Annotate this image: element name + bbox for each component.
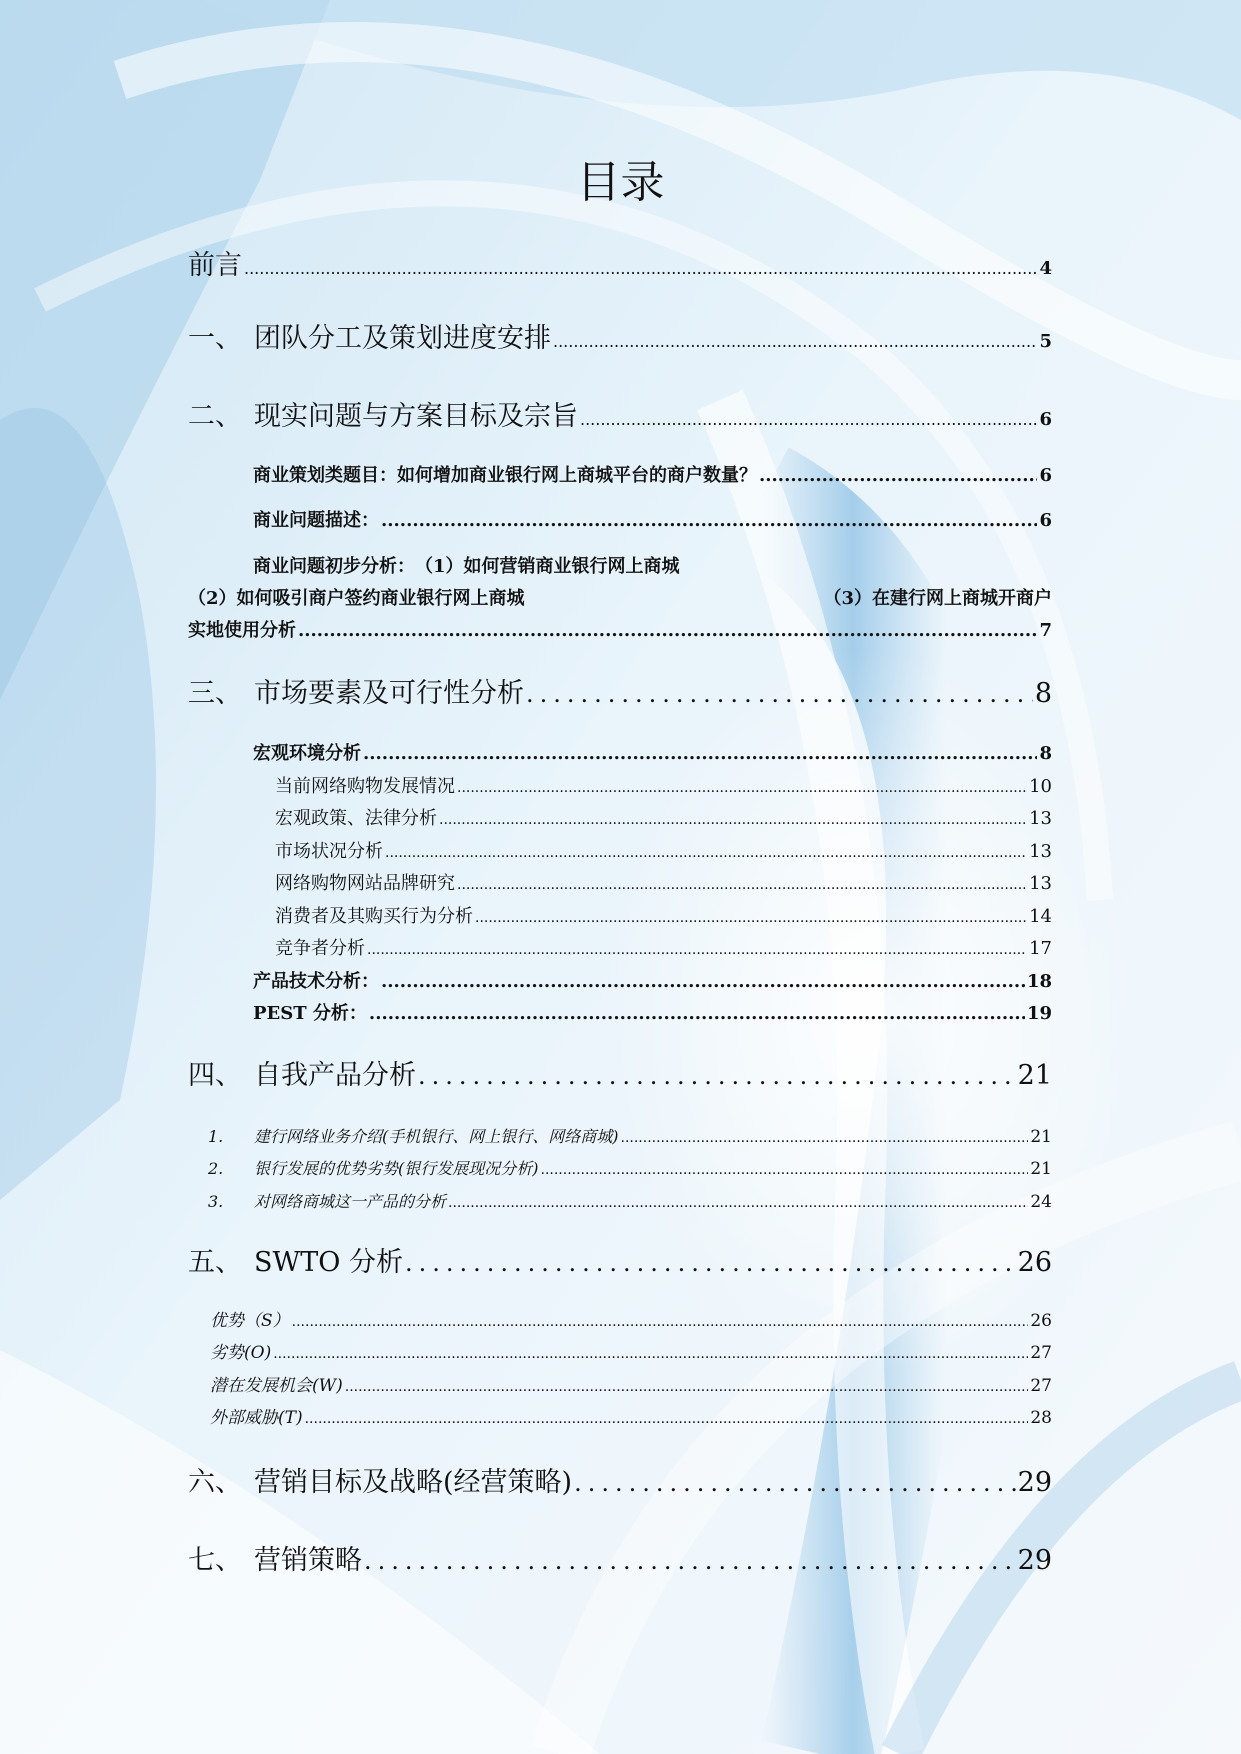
toc-entry-label: 营销目标及战略(经营策略)	[254, 1467, 573, 1498]
dot-leader	[580, 400, 1037, 437]
dot-leader	[526, 674, 1033, 714]
dot-leader	[541, 1155, 1029, 1184]
dot-leader	[273, 1339, 1028, 1368]
toc-entry-label: 产品技术分析：	[253, 971, 379, 992]
toc-page-number: 6	[1039, 409, 1052, 430]
toc-entry-label: SWTO 分析	[254, 1247, 403, 1278]
toc-entry-label: 实地使用分析	[188, 620, 296, 641]
toc-entry-analysis[interactable]	[188, 616, 1052, 646]
chapter-number: 四、	[188, 1060, 242, 1091]
toc-page-number: 24	[1030, 1192, 1052, 1212]
dot-leader	[439, 805, 1027, 834]
toc-entry-label: 银行发展的优势劣势(银行发展现况分析)	[254, 1159, 539, 1178]
dot-leader	[475, 903, 1027, 932]
dot-leader	[292, 1307, 1029, 1336]
toc-entry-label: 营销策略	[254, 1545, 362, 1576]
chapter-number: 一、	[188, 323, 242, 354]
toc-entry-chapter-4[interactable]	[188, 1056, 1052, 1096]
dot-leader	[305, 1404, 1029, 1433]
toc-entry-label: 现实问题与方案目标及宗旨	[254, 401, 578, 432]
toc-entry-chapter-3[interactable]	[188, 674, 1052, 714]
dot-leader	[621, 1123, 1029, 1152]
dot-leader	[369, 999, 1025, 1029]
toc-entry[interactable]	[253, 967, 1052, 997]
toc-entry-label: 劣势(O)	[210, 1343, 272, 1363]
dot-leader	[364, 1541, 1016, 1581]
toc-entry-label: 宏观环境分析	[253, 743, 361, 764]
dot-leader	[457, 870, 1027, 899]
toc-entry-preface[interactable]	[188, 246, 1052, 286]
toc-entry[interactable]	[210, 1371, 1052, 1401]
toc-page-number: 14	[1029, 906, 1052, 927]
toc-page-number: 6	[1039, 465, 1052, 486]
toc-entry-label: 前言	[188, 250, 242, 281]
dot-leader	[405, 1243, 1016, 1283]
toc-entry-label: 商业问题描述：	[253, 510, 379, 531]
toc-entry-chapter-5[interactable]	[188, 1243, 1052, 1283]
chapter-number: 六、	[188, 1467, 242, 1498]
toc-entry-label: 市场要素及可行性分析	[254, 678, 524, 709]
toc-entry-label: 网络购物网站品牌研究	[275, 873, 455, 894]
dot-leader	[381, 506, 1037, 536]
dot-leader	[367, 935, 1027, 964]
toc-page-number: 29	[1017, 1545, 1052, 1576]
dot-leader	[553, 322, 1037, 359]
toc-entry-label: 商业策划类题目：如何增加商业银行网上商城平台的商户数量？	[253, 465, 757, 486]
toc-entry[interactable]	[275, 804, 1052, 834]
toc-page-number: 8	[1039, 743, 1052, 764]
toc-entry-label: 自我产品分析	[254, 1060, 416, 1091]
toc-entry[interactable]	[275, 902, 1052, 932]
dot-leader	[418, 1056, 1016, 1096]
toc-entry-chapter-6[interactable]	[188, 1463, 1052, 1503]
toc-page-number: 10	[1029, 776, 1052, 797]
chapter-number: 五、	[188, 1247, 242, 1278]
toc-page-number: 29	[1017, 1467, 1052, 1498]
dot-leader	[381, 967, 1025, 997]
toc-title: 目录	[576, 157, 665, 208]
toc-page-number: 18	[1026, 971, 1052, 992]
toc-entry[interactable]	[253, 739, 1052, 769]
analysis-line-1[interactable]: 商业问题初步分析： （1）如何营销商业银行网上商城	[253, 556, 680, 577]
item-number: 3.	[208, 1192, 224, 1211]
toc-entry[interactable]	[275, 934, 1052, 964]
toc-page-number: 21	[1030, 1127, 1052, 1147]
toc-page-number: 17	[1029, 938, 1052, 959]
toc-entry-chapter-7[interactable]	[188, 1541, 1052, 1581]
toc-entry[interactable]	[275, 772, 1052, 802]
toc-entry-chapter-2[interactable]	[188, 397, 1052, 437]
toc-entry-label: 对网络商城这一产品的分析	[254, 1192, 447, 1211]
chapter-number: 二、	[188, 401, 242, 432]
toc-page-number: 13	[1029, 873, 1052, 894]
toc-page-number: 7	[1039, 620, 1052, 641]
toc-page-number: 21	[1030, 1159, 1052, 1179]
toc-page-number: 8	[1034, 678, 1052, 709]
toc-entry-label: 消费者及其购买行为分析	[275, 906, 473, 927]
toc-entry-label: 潜在发展机会(W)	[210, 1376, 343, 1396]
toc-entry-label: 当前网络购物发展情况	[275, 776, 455, 797]
toc-entry[interactable]	[208, 1122, 1052, 1152]
dot-leader	[345, 1372, 1029, 1401]
dot-leader	[298, 616, 1037, 646]
toc-page-number: 27	[1030, 1343, 1052, 1363]
toc-entry[interactable]	[275, 869, 1052, 899]
toc-entry[interactable]	[210, 1306, 1052, 1336]
toc-page-number: 5	[1039, 331, 1052, 352]
toc-entry-label: PEST 分析：	[253, 1003, 367, 1024]
toc-entry-label: 外部威胁(T)	[210, 1408, 303, 1428]
toc-page-number: 21	[1017, 1060, 1052, 1091]
toc-page-number: 28	[1030, 1408, 1052, 1428]
toc-entry[interactable]	[210, 1338, 1052, 1368]
dot-leader	[244, 249, 1037, 286]
toc-entry[interactable]	[253, 506, 1052, 536]
chapter-number: 三、	[188, 678, 242, 709]
chapter-number: 七、	[188, 1545, 242, 1576]
toc-page-number: 19	[1026, 1003, 1052, 1024]
dot-leader	[385, 838, 1027, 867]
toc-entry[interactable]	[253, 461, 1052, 491]
dot-leader	[574, 1463, 1016, 1503]
toc-entry[interactable]	[275, 837, 1052, 867]
dot-leader	[448, 1188, 1028, 1217]
analysis-line-2-left[interactable]: （2）如何吸引商户签约商业银行网上商城	[188, 588, 525, 609]
toc-entry-label: 竞争者分析	[275, 938, 365, 959]
dot-leader	[457, 773, 1027, 802]
item-number: 2.	[208, 1159, 224, 1178]
toc-page-number: 4	[1039, 258, 1052, 279]
toc-entry[interactable]	[208, 1154, 1052, 1184]
dot-leader	[759, 461, 1037, 491]
toc-page-number: 26	[1017, 1247, 1052, 1278]
toc-entry-label: 宏观政策、法律分析	[275, 808, 437, 829]
toc-entry[interactable]	[208, 1187, 1052, 1217]
toc-entry-label: 建行网络业务介绍(手机银行、网上银行、网络商城)	[254, 1127, 619, 1146]
dot-leader	[363, 739, 1037, 769]
toc-entry-label: 团队分工及策划进度安排	[254, 323, 551, 354]
toc-entry-label: 优势（S）	[210, 1311, 290, 1331]
toc-entry[interactable]	[210, 1403, 1052, 1433]
toc-entry[interactable]	[253, 999, 1052, 1029]
analysis-line-2-right[interactable]: （3）在建行网上商城开商户	[823, 588, 1052, 609]
toc-page-number: 27	[1030, 1376, 1052, 1396]
toc-entry-label: 市场状况分析	[275, 841, 383, 862]
toc-page-number: 26	[1030, 1311, 1052, 1331]
toc-entry-chapter-1[interactable]	[188, 319, 1052, 359]
toc-page-number: 13	[1029, 841, 1052, 862]
toc-page-number: 6	[1039, 510, 1052, 531]
toc-page-number: 13	[1029, 808, 1052, 829]
item-number: 1.	[208, 1127, 224, 1146]
